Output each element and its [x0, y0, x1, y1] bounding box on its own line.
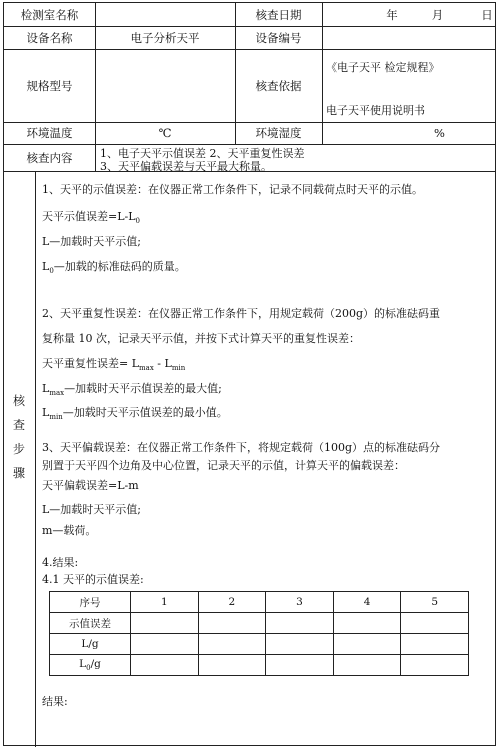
steps-label-char: 步 — [12, 442, 25, 456]
content-label: 核查内容 — [26, 150, 73, 165]
table-cell[interactable] — [333, 634, 401, 655]
check-date-value[interactable] — [322, 3, 497, 26]
table-cell[interactable] — [198, 655, 266, 676]
table-cell[interactable] — [131, 634, 199, 655]
step3-def2: m—载荷。 — [42, 524, 97, 537]
device-no-value[interactable] — [322, 26, 497, 49]
table-header-cell: 4 — [333, 592, 401, 613]
table-cell[interactable] — [266, 655, 334, 676]
hum-unit: % — [434, 126, 445, 140]
table-cell[interactable] — [131, 613, 199, 634]
content-line-1: 1、电子天平示值误差 2、天平重复性误差 — [100, 147, 305, 160]
device-no-label: 设备编号 — [255, 30, 302, 45]
basis-label: 核查依据 — [255, 78, 302, 93]
table-row-label: 示值误差 — [50, 613, 131, 634]
table-cell[interactable] — [131, 655, 199, 676]
steps-label-char: 核 — [12, 394, 25, 408]
table-row-label: L/g — [50, 634, 131, 655]
table-header-cell: 3 — [266, 592, 334, 613]
model-label: 规格型号 — [26, 78, 73, 93]
table-cell[interactable] — [333, 613, 401, 634]
result-subtitle: 4.1 天平的示值误差: — [42, 573, 144, 586]
env-temp-value[interactable] — [95, 122, 235, 144]
inspection-form — [3, 2, 496, 746]
year-text: 年 — [386, 7, 398, 22]
table-header-cell: 1 — [131, 592, 199, 613]
basis-line-1: 《电子天平 检定规程》 — [326, 61, 440, 74]
steps-label-char: 查 — [12, 418, 25, 432]
step3-line1: 3、天平偏载误差：在仪器正常工作条件下，将规定载荷（100g）点的标准砝码分 — [42, 441, 441, 454]
step3-formula: 天平偏载误差=L-m — [42, 479, 139, 492]
step1-def1: L—加载时天平示值; — [42, 235, 142, 248]
env-hum-value[interactable] — [322, 122, 497, 144]
step1-formula: 天平示值误差$=L-L_0$ — [42, 210, 141, 226]
month-text: 月 — [431, 7, 444, 22]
model-value[interactable] — [95, 49, 235, 122]
step3-def1: L—加载时天平示值; — [42, 503, 142, 516]
env-temp-label: 环境温度 — [26, 126, 73, 140]
table-header-cell: 5 — [401, 592, 469, 613]
step2-line1: 2、天平重复性误差：在仪器正常工作条件下，用规定载荷（200g）的标准砝码重 — [42, 307, 441, 320]
table-cell[interactable] — [401, 655, 469, 676]
lab-name-label: 检测室名称 — [20, 7, 79, 22]
step2-def-max: $L_{max}—$加载时天平示值误差的最大值; — [42, 382, 222, 398]
table-cell[interactable] — [266, 613, 334, 634]
temp-unit: ℃ — [158, 126, 172, 140]
basis-line-2: 电子天平使用说明书 — [326, 104, 425, 117]
result-table — [49, 591, 469, 676]
step1-def2: $L_0—$加载的标准砝码的质量。 — [42, 260, 186, 276]
table-cell[interactable] — [198, 613, 266, 634]
check-date-label: 核查日期 — [255, 7, 302, 22]
table-header-cell: 2 — [198, 592, 266, 613]
table-row — [50, 592, 469, 613]
table-cell[interactable] — [401, 634, 469, 655]
table-cell[interactable] — [333, 655, 401, 676]
table-row — [50, 613, 469, 634]
step1-title: 1、天平的示值误差：在仪器正常工作条件下，记录不同载荷点时天平的示值。 — [42, 183, 423, 196]
table-row-label: $L_0/g$ — [50, 655, 131, 676]
device-name-value[interactable]: 电子分析天平 — [130, 30, 200, 45]
table-header-cell: 序号 — [50, 592, 131, 613]
device-name-label: 设备名称 — [26, 30, 73, 45]
result-title: 4.结果: — [42, 556, 79, 569]
table-row — [50, 634, 469, 655]
col-divider — [35, 171, 36, 747]
step2-def-min: $L_{min}—$加载时天平示值误差的最小值。 — [42, 406, 228, 422]
lab-name-value[interactable] — [95, 3, 235, 26]
step2-line2: 复称量 10 次，记录天平示值，并按下式计算天平的重复性误差： — [42, 332, 360, 345]
final-result-label: 结果: — [42, 695, 68, 708]
table-cell[interactable] — [266, 634, 334, 655]
table-cell[interactable] — [198, 634, 266, 655]
table-cell[interactable] — [401, 613, 469, 634]
step2-formula: 天平重复性误差= $L_{max} - L_{min}$ — [42, 357, 186, 373]
step3-line2: 别置于天平四个边角及中心位置，记录天平的示值，计算天平的偏载误差： — [42, 459, 405, 472]
steps-label — [6, 389, 32, 485]
day-text: 日 — [481, 7, 493, 22]
table-row — [50, 655, 469, 676]
content-line-2: 3、天平偏载误差与天平最大称量。 — [100, 160, 272, 173]
steps-label-char: 骤 — [12, 466, 25, 480]
env-hum-label: 环境湿度 — [255, 126, 302, 140]
